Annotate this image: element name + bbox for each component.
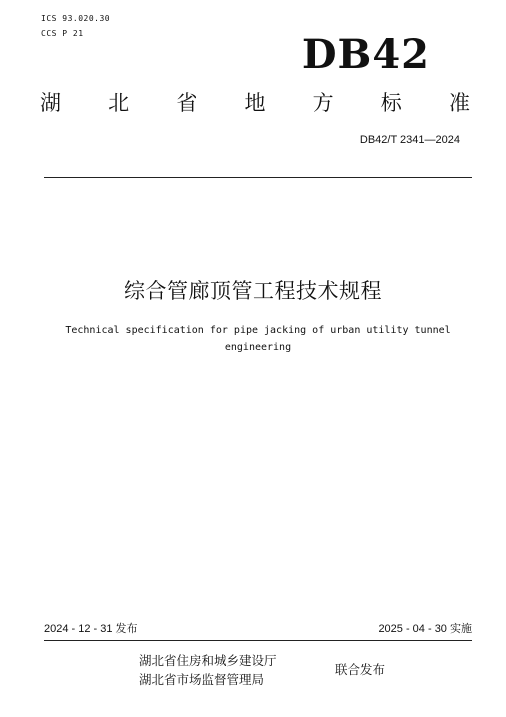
- issuing-authorities: [139, 651, 277, 689]
- english-title-line: engineering: [224, 342, 292, 353]
- standard-type-char: 标: [380, 91, 402, 115]
- standard-code-logo: DB42: [301, 31, 430, 78]
- document-title-chinese: 综合管廊顶管工程技术规程: [124, 279, 382, 303]
- issuer-name: 湖北省市场监督管理局: [139, 672, 265, 687]
- ccs-code: CCS P 21: [41, 29, 84, 38]
- standard-type-char: 北: [108, 91, 130, 115]
- issuer-name: 湖北省住房和城乡建设厅: [139, 653, 277, 668]
- english-title-line: Technical specification for pipe jacking of urban utility tunnel: [65, 325, 451, 336]
- standard-type-char: 湖: [40, 91, 61, 115]
- standard-type-char: 地: [244, 91, 266, 115]
- top-divider: [44, 177, 472, 178]
- issue-date: 2024 - 12 - 31 发布: [44, 623, 138, 635]
- standard-type-char: 方: [312, 91, 334, 115]
- document-title-english: [20, 322, 496, 356]
- joint-release-label: 联合发布: [335, 662, 386, 677]
- standard-type-char: 省: [176, 91, 198, 115]
- ics-code: ICS 93.020.30: [41, 14, 111, 23]
- implementation-date: 2025 - 04 - 30 实施: [378, 623, 472, 635]
- standard-type-char: 准: [448, 91, 470, 115]
- standard-number: DB42/T 2341—2024: [359, 134, 460, 146]
- standard-type-heading: [40, 88, 470, 118]
- bottom-divider: [44, 640, 472, 641]
